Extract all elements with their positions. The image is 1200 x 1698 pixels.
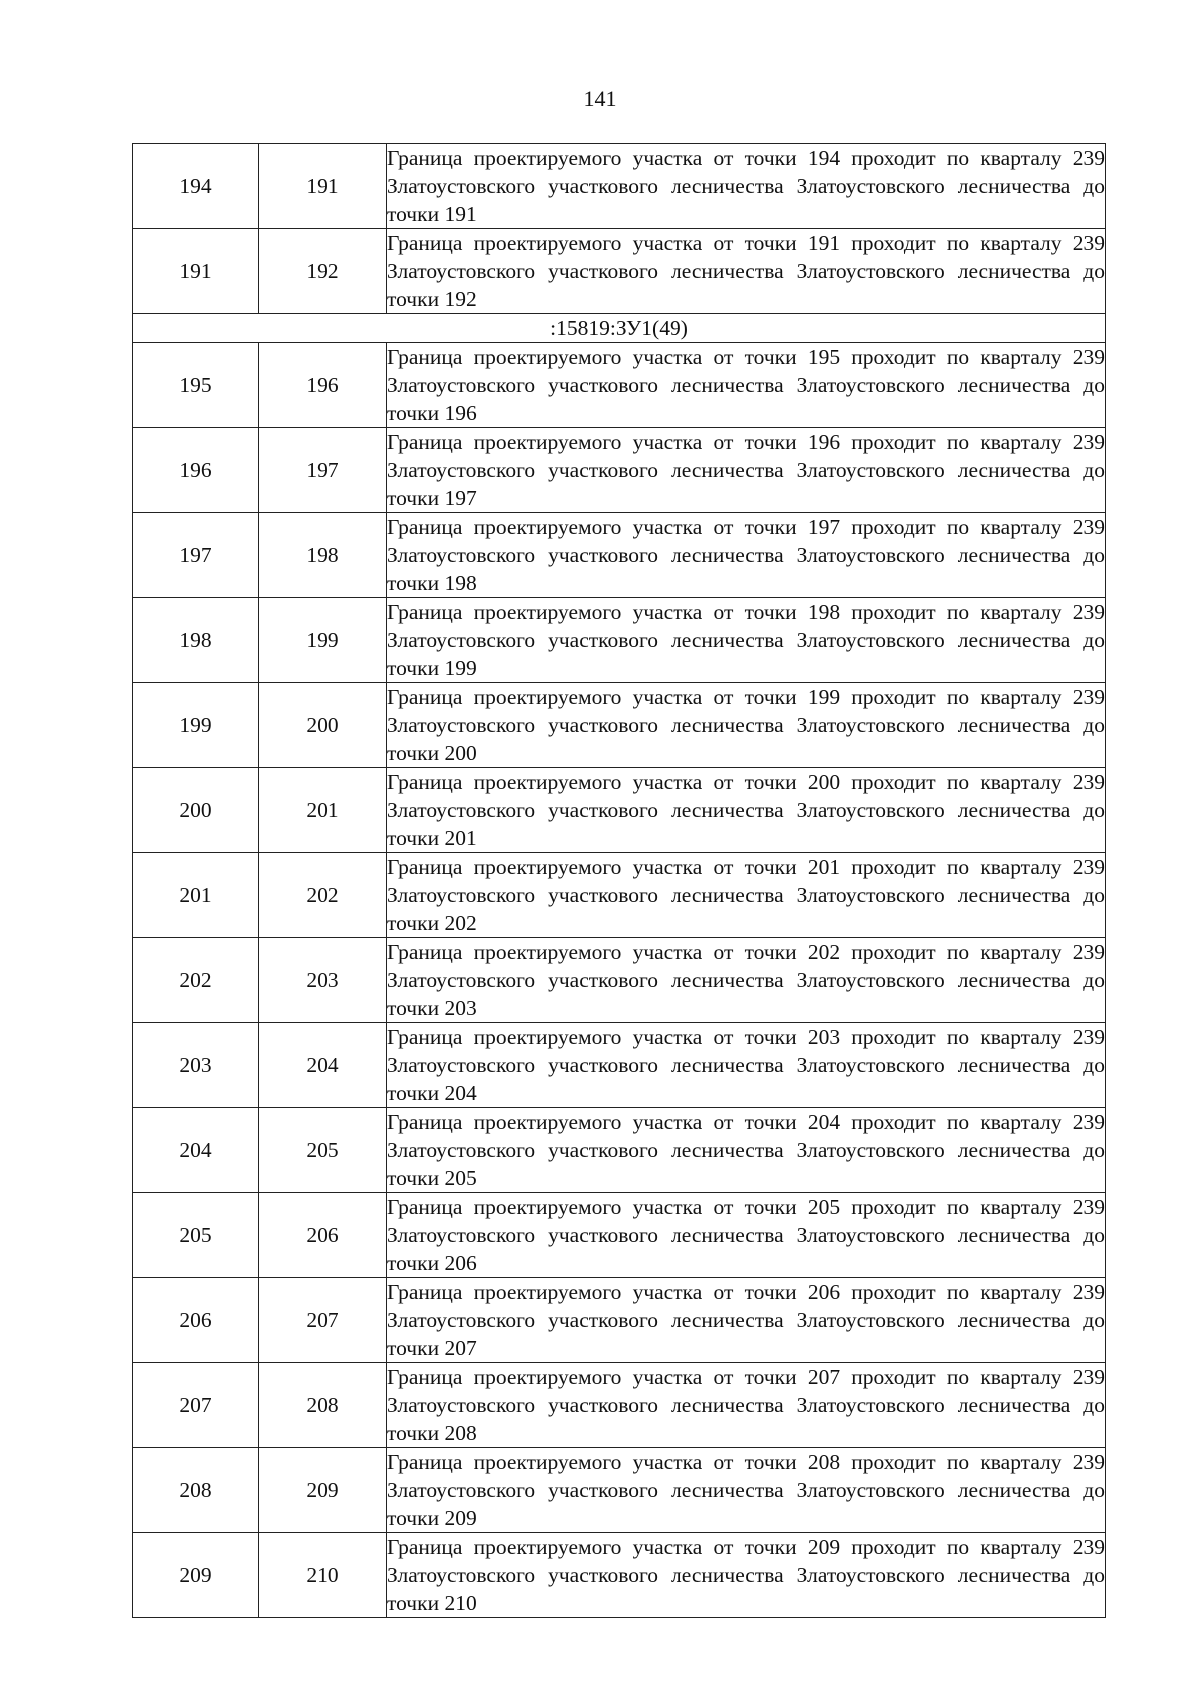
to-point-cell: 202 (259, 853, 387, 938)
to-point-cell: 200 (259, 683, 387, 768)
from-point-cell: 203 (133, 1023, 259, 1108)
table-row (133, 598, 1106, 683)
from-point-cell: 199 (133, 683, 259, 768)
to-point-cell: 210 (259, 1533, 387, 1618)
table-row (133, 1193, 1106, 1278)
table-row (133, 428, 1106, 513)
to-point-cell: 201 (259, 768, 387, 853)
boundary-description-cell: Граница проектируемого участка от точки 204 проходит по кварталу 239 Златоустовского участкового лесничества Златоустовского лесничества до точки 205 (387, 1108, 1106, 1193)
boundary-description-cell: Граница проектируемого участка от точки 201 проходит по кварталу 239 Златоустовского участкового лесничества Златоустовского лесничества до точки 202 (387, 853, 1106, 938)
to-point-cell: 198 (259, 513, 387, 598)
to-point-cell: 203 (259, 938, 387, 1023)
from-point-cell: 204 (133, 1108, 259, 1193)
to-point-cell: 199 (259, 598, 387, 683)
table-row (133, 1363, 1106, 1448)
from-point-cell: 196 (133, 428, 259, 513)
from-point-cell: 191 (133, 229, 259, 314)
to-point-cell: 197 (259, 428, 387, 513)
to-point-cell: 205 (259, 1108, 387, 1193)
table-row (133, 1448, 1106, 1533)
table-row (133, 229, 1106, 314)
boundary-description-cell: Граница проектируемого участка от точки 200 проходит по кварталу 239 Златоустовского участкового лесничества Златоустовского лесничества до точки 201 (387, 768, 1106, 853)
to-point-cell: 206 (259, 1193, 387, 1278)
table-row (133, 343, 1106, 428)
to-point-cell: 191 (259, 144, 387, 229)
table-row (133, 513, 1106, 598)
from-point-cell: 201 (133, 853, 259, 938)
boundary-description-cell: Граница проектируемого участка от точки 195 проходит по кварталу 239 Златоустовского участкового лесничества Златоустовского лесничества до точки 196 (387, 343, 1106, 428)
boundary-table-body (133, 144, 1106, 1618)
to-point-cell: 208 (259, 1363, 387, 1448)
table-row (133, 938, 1106, 1023)
to-point-cell: 204 (259, 1023, 387, 1108)
table-row (133, 1278, 1106, 1363)
table-row (133, 768, 1106, 853)
from-point-cell: 198 (133, 598, 259, 683)
from-point-cell: 195 (133, 343, 259, 428)
to-point-cell: 207 (259, 1278, 387, 1363)
table-row (133, 144, 1106, 229)
table-row (133, 1023, 1106, 1108)
from-point-cell: 200 (133, 768, 259, 853)
table-row (133, 1533, 1106, 1618)
section-label: :15819:ЗУ1(49) (133, 314, 1106, 343)
table-row (133, 683, 1106, 768)
boundary-description-cell: Граница проектируемого участка от точки 191 проходит по кварталу 239 Златоустовского участкового лесничества Златоустовского лесничества до точки 192 (387, 229, 1106, 314)
from-point-cell: 194 (133, 144, 259, 229)
boundary-table (132, 143, 1106, 1618)
from-point-cell: 205 (133, 1193, 259, 1278)
boundary-description-cell: Граница проектируемого участка от точки 194 проходит по кварталу 239 Златоустовского участкового лесничества Златоустовского лесничества до точки 191 (387, 144, 1106, 229)
boundary-description-cell: Граница проектируемого участка от точки 206 проходит по кварталу 239 Златоустовского участкового лесничества Златоустовского лесничества до точки 207 (387, 1278, 1106, 1363)
from-point-cell: 207 (133, 1363, 259, 1448)
to-point-cell: 196 (259, 343, 387, 428)
boundary-description-cell: Граница проектируемого участка от точки 202 проходит по кварталу 239 Златоустовского участкового лесничества Златоустовского лесничества до точки 203 (387, 938, 1106, 1023)
from-point-cell: 202 (133, 938, 259, 1023)
boundary-description-cell: Граница проектируемого участка от точки 196 проходит по кварталу 239 Златоустовского участкового лесничества Златоустовского лесничества до точки 197 (387, 428, 1106, 513)
table-row (133, 1108, 1106, 1193)
boundary-description-cell: Граница проектируемого участка от точки 208 проходит по кварталу 239 Златоустовского участкового лесничества Златоустовского лесничества до точки 209 (387, 1448, 1106, 1533)
table-row (133, 853, 1106, 938)
boundary-description-cell: Граница проектируемого участка от точки 209 проходит по кварталу 239 Златоустовского участкового лесничества Златоустовского лесничества до точки 210 (387, 1533, 1106, 1618)
boundary-description-cell: Граница проектируемого участка от точки 199 проходит по кварталу 239 Златоустовского участкового лесничества Златоустовского лесничества до точки 200 (387, 683, 1106, 768)
from-point-cell: 209 (133, 1533, 259, 1618)
boundary-description-cell: Граница проектируемого участка от точки 198 проходит по кварталу 239 Златоустовского участкового лесничества Златоустовского лесничества до точки 199 (387, 598, 1106, 683)
to-point-cell: 209 (259, 1448, 387, 1533)
to-point-cell: 192 (259, 229, 387, 314)
boundary-description-cell: Граница проектируемого участка от точки 197 проходит по кварталу 239 Златоустовского участкового лесничества Златоустовского лесничества до точки 198 (387, 513, 1106, 598)
page-number: 141 (583, 86, 617, 111)
from-point-cell: 208 (133, 1448, 259, 1533)
from-point-cell: 206 (133, 1278, 259, 1363)
section-header-row (133, 314, 1106, 343)
boundary-description-cell: Граница проектируемого участка от точки 203 проходит по кварталу 239 Златоустовского участкового лесничества Златоустовского лесничества до точки 204 (387, 1023, 1106, 1108)
boundary-description-cell: Граница проектируемого участка от точки 205 проходит по кварталу 239 Златоустовского участкового лесничества Златоустовского лесничества до точки 206 (387, 1193, 1106, 1278)
from-point-cell: 197 (133, 513, 259, 598)
boundary-description-cell: Граница проектируемого участка от точки 207 проходит по кварталу 239 Златоустовского участкового лесничества Златоустовского лесничества до точки 208 (387, 1363, 1106, 1448)
